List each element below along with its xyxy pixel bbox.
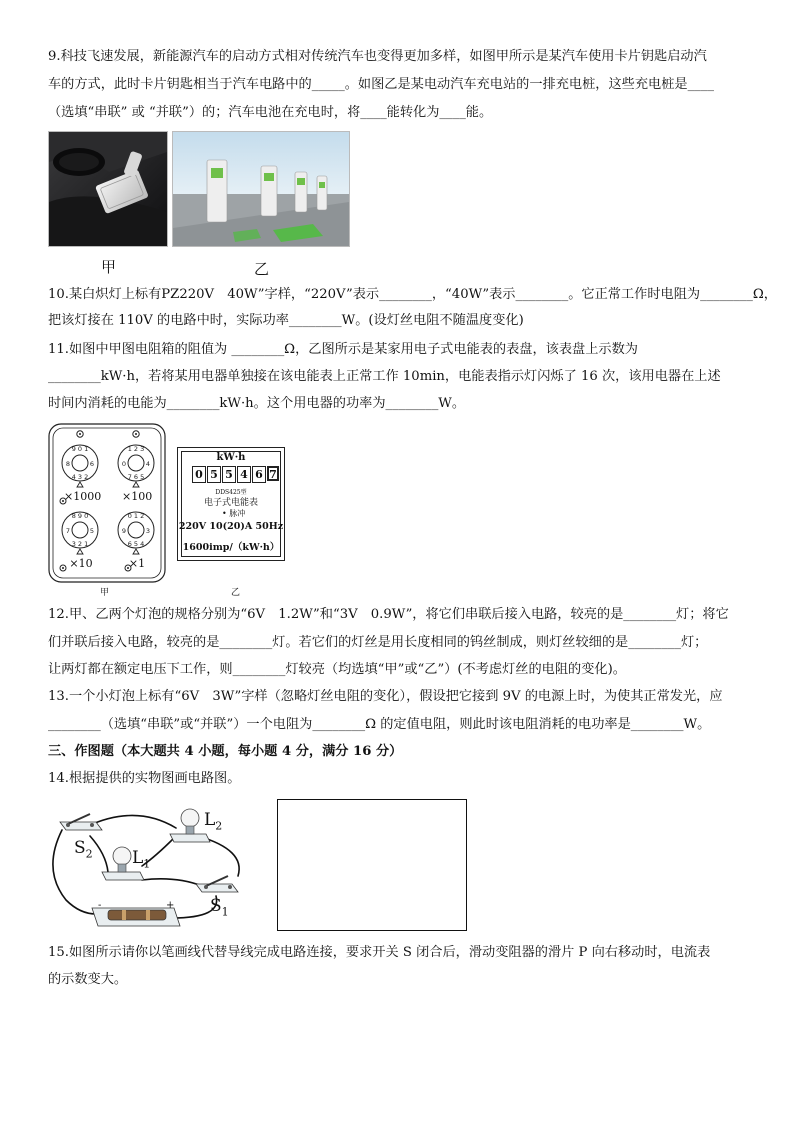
- svg-text:3 2 1: 3 2 1: [71, 540, 89, 548]
- label-l2: $L_2$: [204, 810, 223, 833]
- svg-text:9 0 1: 9 0 1: [71, 445, 89, 453]
- label-l1: $L_1$: [132, 848, 151, 871]
- svg-text:0 1 2: 0 1 2: [127, 512, 145, 520]
- q9-line-3: （选填“串联” 或 “并联”）的；汽车电池在充电时，将____能转化为____能。: [48, 105, 493, 120]
- label-s2: $S_2$: [74, 838, 93, 861]
- battery-minus-label: -: [98, 900, 102, 911]
- svg-text:0: 0: [121, 460, 127, 468]
- meter-unit: kW·h: [216, 452, 246, 463]
- dial-label-1: ×1: [128, 557, 146, 570]
- dial-label-100: ×100: [122, 490, 153, 503]
- svg-text:8: 8: [65, 460, 71, 468]
- svg-text:7: 7: [65, 527, 71, 535]
- meter-name: 电子式电能表: [203, 498, 258, 508]
- caption-yi: 乙: [254, 260, 270, 278]
- switch-s1: [196, 876, 238, 892]
- q15-line-2: 的示数变大。: [48, 972, 128, 987]
- q12-line-2: 们并联后接入电路，较亮的是________灯。若它们的灯丝是用长度相同的钨丝制成，则灯丝较细的是________灯；: [48, 635, 708, 650]
- meter-spec: 220V 10(20)A 50Hz: [178, 521, 284, 532]
- switch-s2: [60, 814, 102, 830]
- meter-digit: 5: [207, 466, 221, 483]
- svg-text:3: 3: [145, 527, 151, 535]
- caption-q11-jia: 甲: [100, 588, 110, 598]
- caption-q11-yi: 乙: [231, 588, 241, 598]
- q9-line-1: 9.科技飞速发展，新能源汽车的启动方式相对传统汽车也变得更加多样，如图甲所示是某汽车使用卡片钥匙启动汽: [48, 49, 707, 64]
- label-s1: $S_1$: [210, 896, 229, 919]
- energy-meter: [177, 447, 285, 561]
- meter-digit: 5: [222, 466, 236, 483]
- q11-line-2: ________kW·h，若将某用电器单独接在该电能表上正常工作 10min，电能表指示灯闪烁了 16 次，该用电器在上述: [48, 369, 721, 384]
- q13-line-2: ________（选填“串联”或“并联”）一个电阻为________Ω 的定值电阻，则此时该电阻消耗的电功率是________W。: [48, 717, 711, 732]
- svg-text:4: 4: [145, 460, 151, 468]
- meter-digit: 6: [252, 466, 266, 483]
- q12-line-1: 12.甲、乙两个灯泡的规格分别为“6V 1.2W”和“3V 0.9W”，将它们串联后接入电路，较亮的是________灯；将它: [48, 607, 729, 622]
- q15-line-1: 15.如图所示请你以笔画线代替导线完成电路连接，要求开关 S 闭合后，滑动变阻器的滑片 P 向右移动时，电流表: [48, 945, 711, 960]
- meter-model: DDS425型: [215, 489, 247, 496]
- svg-text:9: 9: [121, 527, 127, 535]
- q10-line-2: 把该灯接在 110V 的电路中时，实际功率________W。(设灯丝电阻不随温度变化): [48, 313, 524, 328]
- card-key-photo: [48, 131, 168, 247]
- svg-text:6: 6: [89, 460, 95, 468]
- meter-imp: 1600imp/（kW·h）: [182, 542, 280, 553]
- dial-label-10: ×10: [69, 557, 93, 570]
- svg-text:1 2 3: 1 2 3: [127, 445, 145, 453]
- charging-station-photo: [172, 131, 350, 247]
- q11-line-1: 11.如图中甲图电阻箱的阻值为 ________Ω，乙图所示是某家用电子式电能表的表盘，该表盘上示数为: [48, 342, 638, 357]
- q12-line-3: 让两灯都在额定电压下工作，则________灯较亮（均选填“甲”或“乙”）(不考虑灯丝的电阻的变化)。: [48, 662, 626, 677]
- section-3-heading: 三、作图题（本大题共 4 小题，每小题 4 分，满分 16 分）: [48, 744, 403, 759]
- meter-digit: 4: [237, 466, 251, 483]
- meter-digits: [192, 466, 279, 481]
- caption-jia: 甲: [101, 258, 117, 276]
- svg-text:7 6 5: 7 6 5: [127, 473, 145, 481]
- q9-line-2: 车的方式，此时卡片钥匙相当于汽车电路中的_____。如图乙是某电动汽车充电站的一排充电桩，这些充电桩是____: [48, 77, 714, 92]
- circuit-answer-box[interactable]: [277, 799, 467, 931]
- q14-line-1: 14.根据提供的实物图画电路图。: [48, 771, 241, 786]
- svg-text:5: 5: [89, 527, 95, 535]
- svg-text:4 3 2: 4 3 2: [71, 473, 89, 481]
- svg-text:6 5 4: 6 5 4: [127, 540, 145, 548]
- q10-line-1: 10.某白炽灯上标有PZ220V 40W”字样，“220V”表示________，“40W”表示________。它正常工作时电阻为________Ω，: [48, 287, 777, 302]
- q11-line-3: 时间内消耗的电能为________kW·h。这个用电器的功率为________W。: [48, 396, 466, 411]
- q13-line-1: 13.一个小灯泡上标有“6V 3W”字样（忽略灯丝电阻的变化），假设把它接到 9V 的电源上时，为使其正常发光，应: [48, 689, 723, 704]
- dial-label-1000: ×1000: [64, 490, 102, 503]
- svg-text:8 9 0: 8 9 0: [71, 512, 89, 520]
- meter-digit: 0: [192, 466, 206, 483]
- meter-digit-decimal: 7: [267, 466, 279, 481]
- meter-pulse-indicator: • 脉冲: [222, 509, 246, 518]
- physical-circuit-diagram: [46, 800, 252, 936]
- resistance-box: [48, 423, 166, 583]
- battery-plus-label: +: [166, 900, 175, 911]
